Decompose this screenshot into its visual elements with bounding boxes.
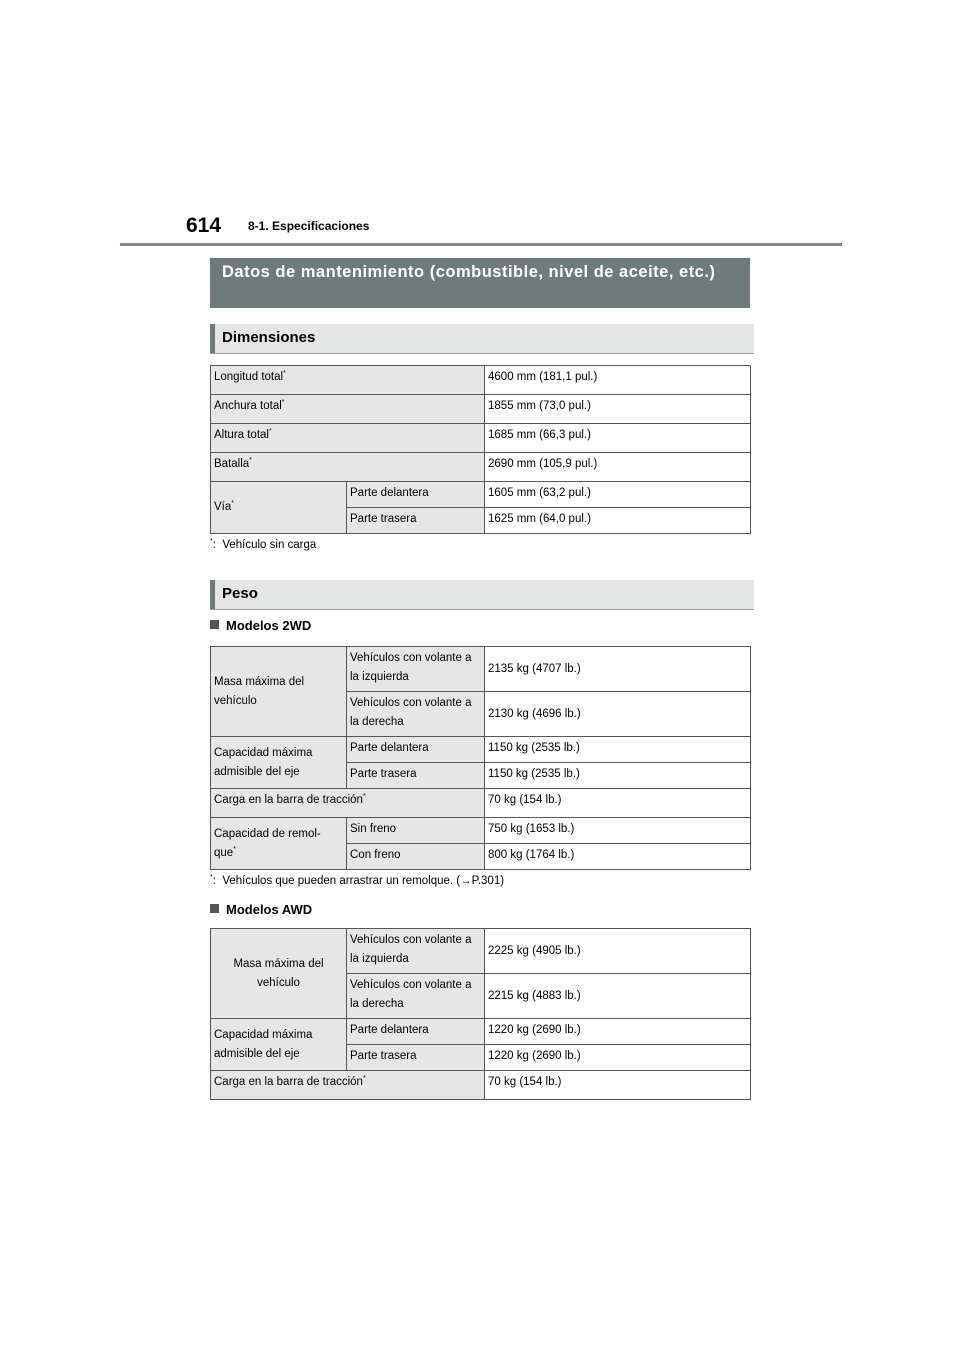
table-row (211, 482, 751, 508)
row-value: 1685 mm (66,3 pul.) (485, 424, 751, 453)
subsection-peso (210, 580, 754, 610)
row-sublabel: Vehículos con volante a la izquierda (347, 647, 485, 692)
row-label: Altura total* (211, 424, 485, 453)
row-value: 1605 mm (63,2 pul.) (485, 482, 751, 508)
footnote-remolque: *: Vehículos que pueden arrastrar un remolque. (→P.301) (210, 874, 505, 887)
row-sublabel: Vehículos con volante a la izquierda (347, 929, 485, 974)
row-value: 2135 kg (4707 lb.) (485, 647, 751, 692)
table-row (211, 818, 751, 844)
subsection-dimensiones (210, 324, 754, 354)
header-divider (120, 243, 842, 246)
row-label: Capacidad de remol- que* (211, 818, 347, 870)
row-value: 2225 kg (4905 lb.) (485, 929, 751, 974)
row-sublabel: Vehículos con volante a la derecha (347, 692, 485, 737)
row-value: 800 kg (1764 lb.) (485, 844, 751, 870)
table-row (211, 647, 751, 692)
row-value: 1625 mm (64,0 pul.) (485, 508, 751, 534)
row-value: 1220 kg (2690 lb.) (485, 1019, 751, 1045)
row-label: Vía* (211, 482, 347, 534)
table-row (211, 1071, 751, 1100)
subsection-title: Peso (222, 585, 258, 602)
row-sublabel: Parte trasera (347, 763, 485, 789)
weight-table-awd (210, 928, 751, 1100)
row-label: Carga en la barra de tracción* (211, 789, 485, 818)
row-label: Masa máxima del vehículo (211, 929, 347, 1019)
table-row (211, 1019, 751, 1045)
row-label: Anchura total* (211, 395, 485, 424)
row-sublabel: Parte delantera (347, 1019, 485, 1045)
row-value: 4600 mm (181,1 pul.) (485, 366, 751, 395)
row-value: 2130 kg (4696 lb.) (485, 692, 751, 737)
row-label: Carga en la barra de tracción* (211, 1071, 485, 1100)
row-value: 750 kg (1653 lb.) (485, 818, 751, 844)
square-bullet-icon (210, 904, 219, 913)
weight-table-2wd (210, 646, 751, 870)
page-number: 614 (186, 214, 222, 237)
row-label: Masa máxima del vehículo (211, 647, 347, 737)
row-label: Batalla* (211, 453, 485, 482)
row-value: 1150 kg (2535 lb.) (485, 737, 751, 763)
subsection-title: Dimensiones (222, 329, 316, 346)
table-row (211, 789, 751, 818)
row-label: Capacidad máxima admisible del eje (211, 1019, 347, 1071)
square-bullet-icon (210, 620, 219, 629)
row-value: 1150 kg (2535 lb.) (485, 763, 751, 789)
row-sublabel: Parte trasera (347, 1045, 485, 1071)
table-row (211, 366, 751, 395)
table-row (211, 424, 751, 453)
row-sublabel: Sin freno (347, 818, 485, 844)
row-sublabel: Parte delantera (347, 482, 485, 508)
row-label: Capacidad máxima admisible del eje (211, 737, 347, 789)
model-title-awd: Modelos AWD (210, 902, 312, 917)
row-value: 1855 mm (73,0 pul.) (485, 395, 751, 424)
row-sublabel: Con freno (347, 844, 485, 870)
row-value: 70 kg (154 lb.) (485, 789, 751, 818)
row-value: 1220 kg (2690 lb.) (485, 1045, 751, 1071)
table-row (211, 453, 751, 482)
subsection-accent-bar (210, 580, 215, 609)
row-label: Longitud total* (211, 366, 485, 395)
row-sublabel: Parte trasera (347, 508, 485, 534)
section-title: Datos de mantenimiento (combustible, nivel de aceite, etc.) (210, 258, 750, 308)
model-title-2wd: Modelos 2WD (210, 618, 311, 633)
footnote-dimensiones: *: Vehículo sin carga (210, 538, 317, 551)
table-row (211, 395, 751, 424)
row-sublabel: Parte delantera (347, 737, 485, 763)
row-value: 2215 kg (4883 lb.) (485, 974, 751, 1019)
subsection-accent-bar (210, 324, 215, 353)
row-sublabel: Vehículos con volante a la derecha (347, 974, 485, 1019)
row-value: 2690 mm (105,9 pul.) (485, 453, 751, 482)
dimensions-table (210, 365, 751, 534)
row-value: 70 kg (154 lb.) (485, 1071, 751, 1100)
table-row (211, 737, 751, 763)
breadcrumb: 8-1. Especificaciones (248, 219, 370, 233)
table-row (211, 929, 751, 974)
